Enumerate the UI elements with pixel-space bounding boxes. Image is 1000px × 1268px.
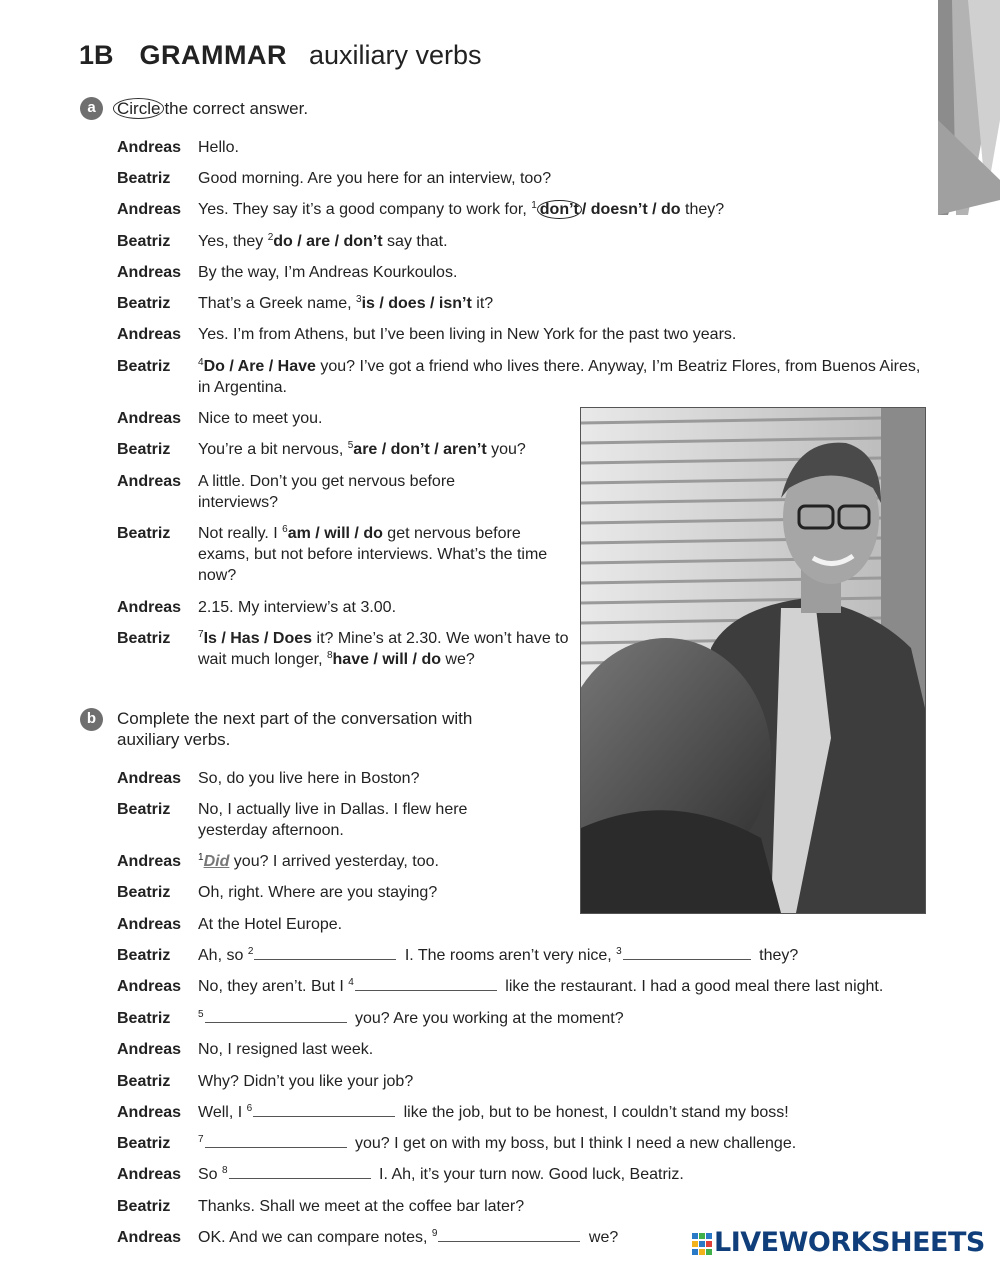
watermark-text: LIVEWORKSHEETS	[714, 1227, 985, 1258]
line-text: Yes. They say it’s a good company to work for, $^1$ don’t / doesn’t / do they?	[198, 200, 725, 218]
speaker: Andreas	[117, 853, 182, 870]
speaker: Beatriz	[117, 1073, 171, 1090]
speaker: Beatriz	[117, 525, 171, 542]
line-text: By the way, I’m Andreas Kourkoulos.	[198, 264, 458, 281]
speaker: Beatriz	[117, 295, 171, 312]
line-text: Yes, they $^2$do / are / don’t say that.	[198, 232, 448, 250]
circled-answer: don’t	[537, 200, 582, 219]
answer-options[interactable]: do / are / don’t	[273, 233, 383, 250]
speaker: Beatriz	[117, 1135, 171, 1152]
item-number: 3	[616, 946, 622, 957]
answer-blank[interactable]	[623, 946, 751, 960]
speaker: Andreas	[117, 1229, 182, 1246]
answer-options[interactable]: have / will / do	[332, 651, 441, 668]
item-number: 4	[198, 357, 204, 368]
line-text: $^5$ you? Are you working at the moment?	[198, 1009, 624, 1027]
line-text: Nice to meet you.	[198, 410, 323, 427]
answer-blank[interactable]	[254, 946, 396, 960]
speaker: Andreas	[117, 410, 182, 427]
speaker: Beatriz	[117, 1198, 171, 1215]
item-number: 5	[347, 440, 354, 451]
answer-blank[interactable]	[438, 1228, 580, 1242]
answer-options[interactable]: are / don’t / aren’t	[353, 441, 487, 458]
circle-word: Circle	[113, 98, 164, 119]
line-text: A little. Don’t you get nervous before interviews?	[198, 473, 456, 511]
liveworksheets-logo-icon	[692, 1233, 712, 1255]
item-number: 7	[198, 1134, 204, 1145]
line-text: Ah, so $^2$ I. The rooms aren’t very nice, $^3$ they?	[198, 946, 799, 964]
line-text: Not really. I $^6$am / will / do get nervous before exams, but not before interviews. What’s the time now?	[198, 524, 548, 584]
line-text: OK. And we can compare notes, $^9$ we?	[198, 1228, 619, 1246]
speaker: Andreas	[117, 264, 182, 281]
exercise-b-instruction: Complete the next part of the conversation with auxiliary verbs.	[117, 709, 473, 749]
line-text: Why? Didn’t you like your job?	[198, 1073, 414, 1090]
speaker: Andreas	[117, 326, 182, 343]
item-number: 8	[326, 650, 333, 661]
line-text: Well, I $^6$ like the job, but to be honest, I couldn’t stand my boss!	[198, 1103, 789, 1121]
speaker: Beatriz	[117, 1010, 171, 1027]
line-text: You’re a bit nervous, $^5$are / don’t / aren’t you?	[198, 440, 526, 458]
speaker: Beatriz	[117, 884, 171, 901]
page-title	[79, 40, 482, 71]
speaker: Beatriz	[117, 170, 171, 187]
speaker: Beatriz	[117, 630, 171, 647]
line-text: Good morning. Are you here for an interview, too?	[198, 170, 552, 187]
speaker: Andreas	[117, 916, 182, 933]
item-number: 9	[431, 1228, 438, 1239]
answer-blank[interactable]	[205, 1134, 347, 1148]
answer-options[interactable]: Do / Are / Have	[203, 358, 316, 375]
line-text: $^4$Do / Are / Have you? I’ve got a friend who lives there. Anyway, I’m Beatriz Flores, from Buenos Aires, in Argentina.	[198, 357, 921, 396]
item-number: 1	[531, 200, 537, 211]
answer-blank[interactable]	[205, 1009, 347, 1023]
item-number: 7	[198, 629, 204, 640]
speaker: Beatriz	[117, 358, 171, 375]
section-name: GRAMMAR	[139, 40, 287, 70]
line-text: Hello.	[198, 139, 239, 156]
item-number: 6	[282, 524, 288, 535]
answer-blank[interactable]	[355, 977, 497, 991]
line-text: No, I resigned last week.	[198, 1041, 374, 1058]
speaker: Andreas	[117, 599, 182, 616]
speaker: Beatriz	[117, 233, 171, 250]
item-number: 3	[356, 294, 362, 305]
line-text: 2.15. My interview’s at 3.00.	[198, 599, 397, 616]
line-text: $^1$Did you? I arrived yesterday, too.	[198, 852, 439, 870]
line-text: At the Hotel Europe.	[198, 916, 343, 933]
speaker: Beatriz	[117, 801, 171, 818]
item-number: 2	[247, 946, 254, 957]
item-number: 8	[222, 1165, 228, 1176]
line-text: $^7$Is / Has / Does it? Mine’s at 2.30. We won’t have to wait much longer, $^8$have / will / do we?	[198, 629, 569, 668]
corner-decoration	[938, 0, 1000, 215]
line-text: Thanks. Shall we meet at the coffee bar later?	[198, 1198, 525, 1215]
speaker: Andreas	[117, 770, 182, 787]
interview-photo	[580, 407, 926, 914]
line-text: Yes. I’m from Athens, but I’ve been living in New York for the past two years.	[198, 326, 737, 343]
item-number: 1	[198, 852, 204, 863]
speaker: Andreas	[117, 1166, 182, 1183]
answer-options[interactable]: / doesn’t / do	[581, 201, 681, 218]
line-text: So $^8$ I. Ah, it’s your turn now. Good luck, Beatriz.	[198, 1165, 684, 1183]
line-text: That’s a Greek name, $^3$is / does / isn’t it?	[198, 294, 494, 312]
exercise-a-instruction: Circle the correct answer.	[117, 98, 308, 119]
item-number: 6	[246, 1103, 253, 1114]
item-number: 5	[198, 1009, 204, 1020]
speaker: Beatriz	[117, 441, 171, 458]
answer-options[interactable]: is / does / isn’t	[361, 295, 472, 312]
section-topic: auxiliary verbs	[309, 40, 482, 70]
answer-options[interactable]: Is / Has / Does	[203, 630, 313, 647]
line-text: No, I actually live in Dallas. I flew here yesterday afternoon.	[198, 801, 468, 839]
speaker: Andreas	[117, 1041, 182, 1058]
speaker: Andreas	[117, 978, 182, 995]
line-text: No, they aren’t. But I $^4$ like the restaurant. I had a good meal there last night.	[198, 977, 884, 995]
speaker: Andreas	[117, 473, 182, 490]
unit-code: 1B	[79, 40, 114, 70]
answer-blank[interactable]	[253, 1103, 395, 1117]
item-number: 4	[348, 977, 354, 988]
answer-options[interactable]: am / will / do	[287, 525, 383, 542]
exercise-b-badge: b	[80, 708, 103, 731]
speaker: Andreas	[117, 1104, 182, 1121]
line-text: So, do you live here in Boston?	[198, 770, 420, 787]
line-text: Oh, right. Where are you staying?	[198, 884, 438, 901]
line-text: $^7$ you? I get on with my boss, but I think I need a new challenge.	[198, 1134, 797, 1152]
speaker: Andreas	[117, 139, 182, 156]
exercise-a-badge: a	[80, 97, 103, 120]
speaker: Beatriz	[117, 947, 171, 964]
example-answer: Did	[203, 853, 230, 870]
item-number: 2	[267, 232, 274, 243]
answer-blank[interactable]	[229, 1165, 371, 1179]
speaker: Andreas	[117, 201, 182, 218]
